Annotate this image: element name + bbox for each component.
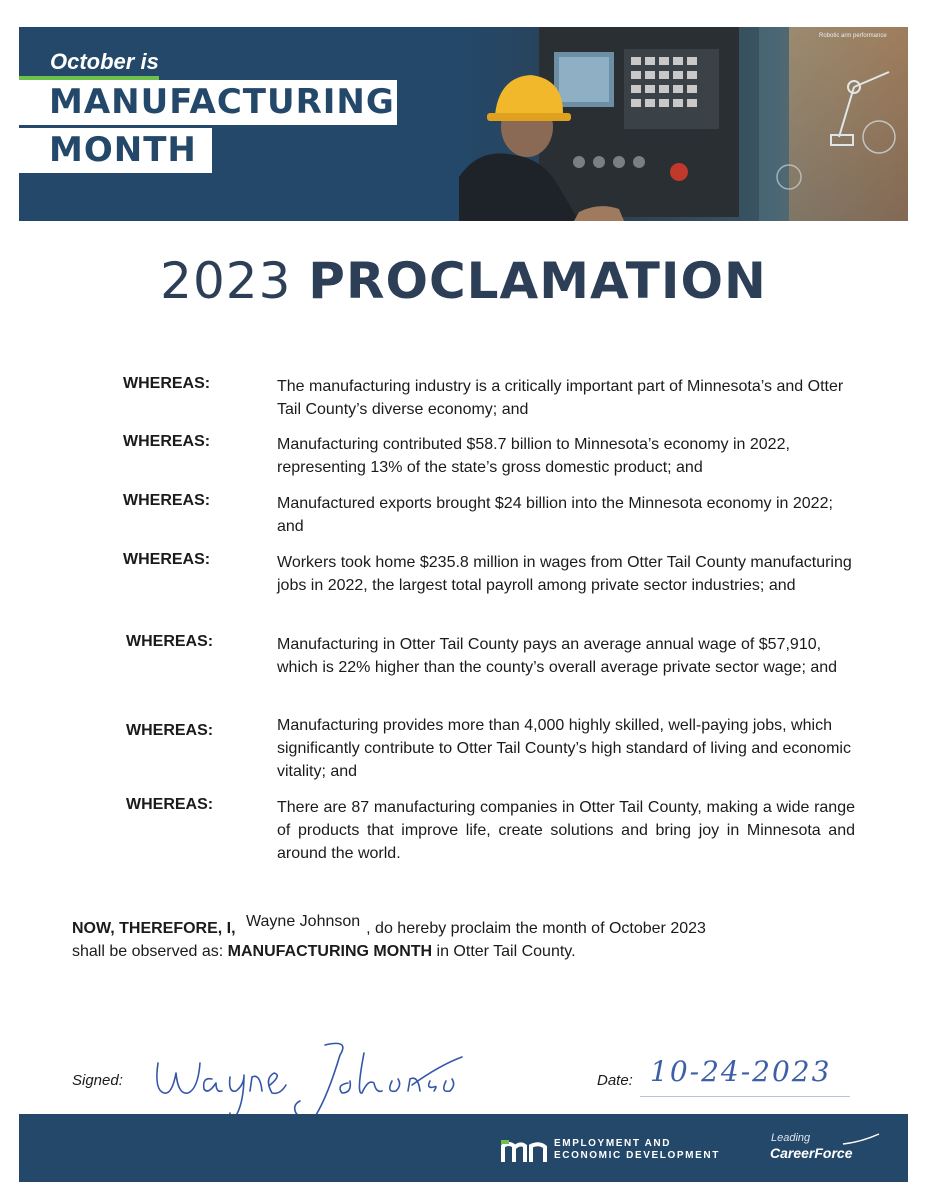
whereas-label: WHEREAS:	[126, 633, 214, 650]
proclamation-line2-bold: MANUFACTURING MONTH	[227, 943, 433, 960]
handwritten-signature	[150, 1035, 470, 1125]
proclamation-line2-start: shall be observed as:	[72, 943, 224, 960]
header-banner	[19, 27, 908, 221]
banner-title-box-1	[19, 80, 397, 125]
date-underline	[640, 1096, 850, 1097]
whereas-label: WHEREAS:	[123, 492, 211, 509]
whereas-text: Manufacturing in Otter Tail County pays an average annual wage of $57,910, which is 22% higher than the county’s overall average private sector wage; and	[277, 636, 838, 676]
deed-wordmark	[554, 1138, 720, 1162]
whereas-text: The manufacturing industry is a critically important part of Minnesota’s and Otter Tail County’s diverse economy; and	[277, 378, 844, 418]
deed-line-1: EMPLOYMENT AND	[554, 1138, 672, 1149]
banner-title-line-1: MANUFACTURING	[49, 82, 395, 122]
whereas-text: Manufactured exports brought $24 billion into the Minnesota economy in 2022; and	[277, 495, 833, 535]
title-word: PROCLAMATION	[308, 252, 767, 310]
careerforce-swoosh-icon	[841, 1132, 881, 1146]
page-title	[0, 252, 927, 310]
official-name: Wayne Johnson	[246, 913, 361, 930]
careerforce-tagline: Leading	[771, 1132, 811, 1144]
whereas-text: Manufacturing provides more than 4,000 highly skilled, well-paying jobs, which significantly contribute to Otter Tail County’s high standard of living and economic vitality; and	[277, 717, 851, 780]
deed-line-2: ECONOMIC DEVELOPMENT	[554, 1150, 720, 1161]
whereas-text: Workers took home $235.8 million in wages from Otter Tail County manufacturing jobs in 2022, the largest total payroll among private sector industries; and	[277, 554, 852, 594]
whereas-text: There are 87 manufacturing companies in Otter Tail County, making a wide range of products that improve life, create solutions and bring joy in Minnesota and around the world.	[277, 799, 855, 862]
whereas-label: WHEREAS:	[123, 375, 211, 392]
banner-subtitle: October is	[50, 49, 159, 74]
date-label: Date:	[597, 1072, 633, 1089]
proclamation-statement	[72, 913, 862, 963]
proclamation-after-name: , do hereby proclaim the month of October 2023	[366, 920, 706, 937]
careerforce-logo: CareerForce	[770, 1145, 853, 1161]
mn-logo-icon	[501, 1140, 549, 1164]
photo-overlay-text: Robotic arm performance	[819, 33, 887, 39]
proclamation-line2-end: in Otter Tail County.	[436, 943, 576, 960]
signed-label: Signed:	[72, 1072, 123, 1089]
whereas-label: WHEREAS:	[126, 722, 214, 739]
proclamation-lead: NOW, THEREFORE, I,	[72, 920, 236, 937]
title-year: 2023	[160, 252, 292, 310]
banner-title-box-2	[19, 128, 212, 173]
whereas-label: WHEREAS:	[123, 551, 211, 568]
whereas-label: WHEREAS:	[123, 433, 211, 450]
whereas-text: Manufacturing contributed $58.7 billion to Minnesota’s economy in 2022, representing 13% of the state’s gross domestic product; and	[277, 436, 790, 476]
handwritten-date: 10-24-2023	[650, 1055, 832, 1088]
whereas-label: WHEREAS:	[126, 796, 214, 813]
banner-title-line-2: MONTH	[49, 130, 197, 170]
footer-banner	[19, 1114, 908, 1182]
factory-worker-photo	[459, 27, 908, 221]
